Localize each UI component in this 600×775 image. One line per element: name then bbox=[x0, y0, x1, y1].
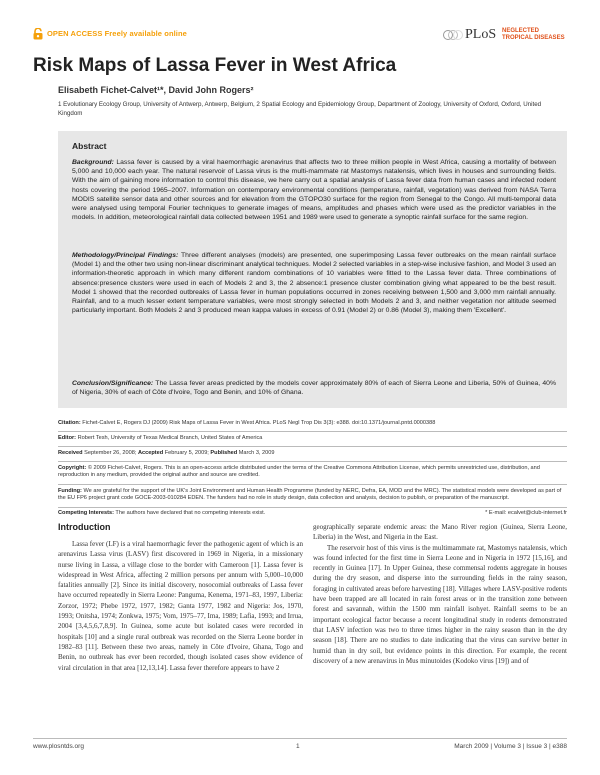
meta-divider bbox=[58, 461, 567, 462]
meta-divider bbox=[58, 507, 567, 508]
article-title: Risk Maps of Lassa Fever in West Africa bbox=[33, 55, 397, 76]
editor-label: Editor: bbox=[58, 435, 77, 441]
open-access-lock-icon bbox=[33, 28, 43, 40]
journal-logo bbox=[437, 26, 567, 46]
meta-divider bbox=[58, 431, 567, 432]
intro-left-column bbox=[58, 539, 303, 673]
journal-subtitle-line1: NEGLECTED bbox=[502, 28, 540, 34]
intro-right-column bbox=[313, 522, 567, 666]
citation-text: Fichet-Calvet E, Rogers DJ (2009) Risk Maps of Lassa Fever in West Africa. PLoS Negl Trop Dis 3(3): e388. doi:10.1371/journal.pntd.0000388 bbox=[82, 420, 436, 426]
conclusion-label: Conclusion/Significance: bbox=[72, 380, 154, 387]
accepted-label: Accepted bbox=[137, 450, 164, 456]
meta-divider bbox=[58, 484, 567, 485]
editor bbox=[58, 435, 567, 442]
interests-text: The authors have declared that no competing interests exist. bbox=[115, 510, 266, 516]
journal-subtitle-line2: TROPICAL DISEASES bbox=[502, 35, 565, 41]
journal-header bbox=[33, 26, 567, 46]
intro-paragraph: geographically separate endemic areas: the Mano River region (Guinea, Sierra Leone, Liberia) in the West, and Nigeria in the East. bbox=[313, 523, 567, 542]
journal-subtitle bbox=[502, 28, 565, 42]
introduction-heading: Introduction bbox=[58, 522, 111, 532]
dates bbox=[58, 450, 567, 457]
open-access-label bbox=[47, 29, 187, 38]
copyright-text: © 2009 Fichet-Calvet, Rogers. This is an open-access article distributed under the terms of the Creative Commons Attribution License, which permits unrestricted use, distribution, and reproduction in any medium, provided the original author and source are credited. bbox=[58, 465, 540, 479]
page-number: 1 bbox=[296, 743, 300, 750]
methods-label: Methodology/Principal Findings: bbox=[72, 252, 179, 259]
published-label: Published bbox=[210, 450, 238, 456]
meta-divider bbox=[58, 446, 567, 447]
abstract-background bbox=[72, 158, 556, 222]
intro-paragraph: Lassa fever (LF) is a viral haemorrhagic fever the pathogenic agent of which is an arenavirus Lassa virus (LASV) first discovered in 1969 in Nigeria, in a missionary nurse living in Lassa, a village close to the border with Cameroon [1]. Lassa fever is widespread in West Africa, affecting 2 million persons per annum with 5,000–10,000 fatalities annually [2]. Since its initial discovery, nosocomial outbreaks of Lassa fever have occurred repeatedly in Sierra Leone: Panguma, Kenema, 1971–83, 1997, Liberia: Zorzor, 1972; Phebe 1972, 1977, 1982; Ganta 1977, 1982 and Nigeria: Jos, 1970, 1993; Onitsha, 1974; Zonkwa, 1975; Vom, 1975–77, Ima, 1989; Lafia, 1993; and Irrua, 2004 [3,4,5,6,7,8,9]. In Guinea, some acute but isolated cases were recorded in hospitals [10] and a single rural outbreak was recorded on the Sierra Leone border in 1982–83 [11]. Between these two areas, namely in Côte d'Ivoire, Ghana, Togo and Benin, no outbreak has ever been recorded, though isolated cases show evidence of viral circulation in that area [12,13,14]. Lassa fever therefore appears to have 2 bbox=[58, 540, 303, 672]
competing-interests bbox=[58, 510, 318, 517]
abstract-box bbox=[58, 131, 567, 408]
received-date: September 26, 2008; bbox=[84, 450, 137, 456]
open-access-text: OPEN ACCESS bbox=[47, 29, 103, 38]
methods-text: Three different analyses (models) are presented, one superimposing Lassa fever outbreaks on the mean rainfall surface (Model 1) and the other two using non-linear discriminant analytical techniques. Model 2 selected variables in a step-wise inclusive fashion, and Model 3 used an information-theoretic approach in which many different random combinations of 10 variables were fitted to the Lassa fever data. Three combinations of absence:presence clusters were used in each of Models 2 and 3, the 2 absence:1 presence cluster combination giving what appeared to be the best result. Model 1 showed that the recorded outbreaks of Lassa fever in human populations occurred in zones receiving between 1,500 and 3,000 mm rainfall annually. Rainfall, and to a much lesser extent temperature variables, were most strongly selected in both Models 2 and 3, and neither vegetation nor altitude seemed particularly important. Both Models 2 and 3 produced mean kappa values in excess of 0.91 (Model 2) or 0.86 (Model 3), making them 'Excellent'. bbox=[72, 252, 557, 315]
freely-available-text: Freely available online bbox=[104, 29, 187, 38]
footer-website[interactable]: www.plosntds.org bbox=[33, 743, 84, 750]
copyright-label: Copyright: bbox=[58, 465, 87, 471]
conclusion-text: The Lassa fever areas predicted by the models cover approximately 80% of each of Sierra Leone and Liberia, 50% of Guinea, 40% of Nigeria, 30% of each of Côte d'Ivoire, Togo and Benin, and 10% of Ghana. bbox=[72, 380, 557, 397]
abstract-conclusion bbox=[72, 379, 556, 397]
plos-wordmark: PLoS bbox=[465, 27, 497, 42]
background-label: Background: bbox=[72, 159, 114, 166]
footer-divider bbox=[33, 738, 567, 739]
background-text: Lassa fever is caused by a viral haemorrhagic arenavirus that affects two to three million people in West Africa, causing a mortality of between 5,000 and 10,000 each year. The natural reservoir of Lassa virus is the multi-mammate rat Mastomys natalensis, which lives in houses and surrounding fields. With the aim of gaining more information to control this disease, we here carry out a spatial analysis of Lassa fever data from human cases and infected rodent hosts covering the period 1965–2007. Information on contemporary environmental conditions (temperature, rainfall, vegetation) was derived from NASA Terra MODIS satellite sensor data and other sources and for elevation from the GTOPO30 surface for the region from Senegal to the Congo. All multi-temporal data were analysed using temporal Fourier techniques to generate images of means, amplitudes and phases which were used as the predictor variables in the models. In addition, meteorological rainfall data collected between 1951 and 1989 were used to generate a synoptic rainfall surface for the same region. bbox=[72, 159, 556, 222]
interests-label: Competing Interests: bbox=[58, 510, 114, 516]
abstract-methods bbox=[72, 251, 556, 315]
accepted-date: February 5, 2009; bbox=[164, 450, 209, 456]
intro-paragraph: The reservoir host of this virus is the multimammate rat, Mastomys natalensis, which was found infected for the first time in Sierra Leone and in Nigeria in 1972 [15,16], and recently in Guinea [17]. In Upper Guinea, these commensal rodents aggregate in houses during the dry season, and disperse into the surrounding fields in the rainy season, foraging in cultivated areas before harvesting [18]. Villages where LASV-positive rodents have been trapped are all located in rain forest areas or in the transition zone between forest and savannah, within the 1500 mm rainfall isohyet. Rainfall seems to be an important ecological factor because a recent longitudinal study in rodents demonstrated that LASV infection was two to three times higher in the rainy season than in the dry season [18]. There are no studies to date indicating that the virus can survive better in humid than in dry soil, but evidence points in this direction. For example, the recent discovery of a new arenavirus in Mus minutoides (Kodoko virus [19]) and of bbox=[313, 543, 567, 665]
editor-text: Robert Tesh, University of Texas Medical Branch, United States of America bbox=[77, 435, 263, 441]
funding-label: Funding: bbox=[58, 488, 82, 494]
citation bbox=[58, 420, 567, 427]
issue-info: March 2009 | Volume 3 | Issue 3 | e388 bbox=[454, 743, 567, 750]
copyright bbox=[58, 465, 567, 479]
plos-mark-icon bbox=[443, 28, 463, 42]
affiliations: 1 Evolutionary Ecology Group, University of Antwerp, Antwerp, Belgium, 2 Spatial Ecology and Epidemiology Group, Department of Zoology, University of Oxford, Oxford, United Kingdom bbox=[58, 101, 542, 117]
abstract-heading: Abstract bbox=[72, 141, 107, 151]
published-date: March 3, 2009 bbox=[238, 450, 275, 456]
funding bbox=[58, 488, 567, 502]
received-label: Received bbox=[58, 450, 83, 456]
author-list: Elisabeth Fichet-Calvet¹*, David John Rogers² bbox=[58, 85, 254, 95]
corresponding-email: * E-mail: ecalvet@club-internet.fr bbox=[485, 510, 567, 516]
citation-label: Citation: bbox=[58, 420, 81, 426]
funding-text: We are grateful for the support of the UK's Joint Environment and Human Health Programme (funded by NERC, Defra, EA, MOD and the MRC). The statistical models were developed as part of the EU FP6 project grant code GOCE-2003-010284 EDEN. The funders had no role in study design, data collection and analysis, decision to publish, or preparation of the manuscript. bbox=[58, 488, 562, 502]
